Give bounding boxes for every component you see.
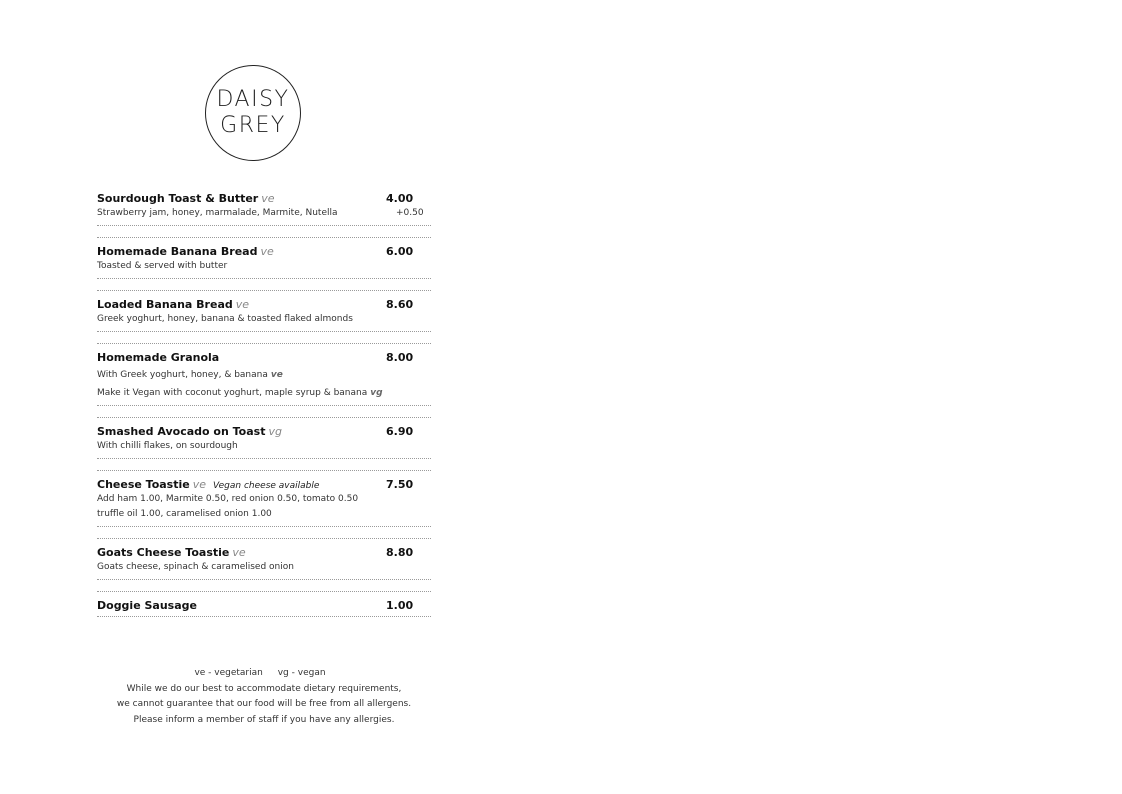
item-price: 7.50 bbox=[386, 478, 414, 491]
menu-item-smashed-avocado bbox=[97, 424, 431, 459]
item-name: Cheese Toastie bbox=[97, 478, 190, 491]
item-description bbox=[97, 368, 431, 383]
item-name: Sourdough Toast & Butter bbox=[97, 192, 259, 205]
item-price: 6.90 bbox=[386, 425, 414, 438]
item-price: 6.00 bbox=[386, 245, 414, 258]
item-description: Add ham 1.00, Marmite 0.50, red onion 0.50, tomato 0.50 bbox=[97, 494, 359, 504]
menu-item-sourdough-toast bbox=[97, 191, 431, 226]
menu-item-cheese-toastie bbox=[97, 477, 431, 527]
menu-item-homemade-banana-bread bbox=[97, 244, 431, 279]
menu-item-goats-cheese-toastie bbox=[97, 545, 431, 580]
allergen-notice-line: Please inform a member of staff if you have any allergies. bbox=[133, 714, 395, 725]
allergen-notice-line: While we do our best to accommodate dietary requirements, bbox=[126, 683, 402, 694]
item-price: 4.00 bbox=[386, 192, 414, 205]
divider bbox=[97, 343, 431, 344]
divider bbox=[97, 470, 431, 471]
dietary-tag: vg bbox=[268, 425, 282, 438]
divider bbox=[97, 290, 431, 291]
menu-item-loaded-banana-bread bbox=[97, 297, 431, 332]
description-text: With Greek yoghurt, honey, & banana bbox=[97, 370, 268, 380]
item-name: Homemade Granola bbox=[97, 351, 220, 364]
item-description: Greek yoghurt, honey, banana & toasted flaked almonds bbox=[97, 314, 353, 324]
allergen-notice-line: we cannot guarantee that our food will be free from all allergens. bbox=[116, 699, 412, 709]
menu-list bbox=[97, 191, 431, 617]
dietary-key bbox=[97, 666, 431, 682]
logo-line-2: GREY bbox=[220, 113, 286, 138]
item-extra-price: +0.50 bbox=[396, 208, 424, 218]
dietary-tag: ve bbox=[192, 478, 207, 491]
dietary-tag: ve bbox=[270, 370, 283, 380]
item-price: 8.80 bbox=[386, 546, 414, 559]
key-vegan: vg - vegan bbox=[277, 668, 326, 678]
dietary-tag: ve bbox=[260, 245, 274, 258]
item-description: Goats cheese, spinach & caramelised onion bbox=[97, 562, 294, 572]
item-price: 8.60 bbox=[386, 298, 414, 311]
description-text: Make it Vegan with coconut yoghurt, maple syrup & banana bbox=[97, 388, 368, 398]
item-description: Toasted & served with butter bbox=[97, 261, 228, 271]
menu-item-doggie-sausage bbox=[97, 598, 431, 617]
key-vegetarian: ve - vegetarian bbox=[194, 668, 263, 678]
item-description: With chilli flakes, on sourdough bbox=[97, 441, 238, 451]
dietary-tag: ve bbox=[232, 546, 246, 559]
divider bbox=[97, 237, 431, 238]
logo-line-1: DAISY bbox=[216, 87, 290, 112]
dietary-tag: ve bbox=[261, 192, 275, 205]
item-name: Smashed Avocado on Toast bbox=[97, 425, 266, 438]
divider bbox=[97, 417, 431, 418]
item-description bbox=[97, 386, 431, 401]
item-name: Goats Cheese Toastie bbox=[97, 546, 230, 559]
item-price: 1.00 bbox=[386, 599, 414, 612]
daisy-grey-logo bbox=[205, 65, 301, 161]
item-note: Vegan cheese available bbox=[213, 481, 320, 491]
item-description: Strawberry jam, honey, marmalade, Marmite, Nutella bbox=[97, 208, 338, 218]
item-name: Homemade Banana Bread bbox=[97, 245, 258, 258]
allergen-footer bbox=[97, 666, 431, 728]
menu-item-homemade-granola bbox=[97, 350, 431, 406]
item-price: 8.00 bbox=[386, 351, 414, 364]
divider bbox=[97, 538, 431, 539]
item-description: truffle oil 1.00, caramelised onion 1.00 bbox=[97, 509, 272, 519]
divider bbox=[97, 591, 431, 592]
dietary-tag: vg bbox=[370, 388, 383, 398]
dietary-tag: ve bbox=[235, 298, 250, 311]
item-name: Loaded Banana Bread bbox=[97, 298, 233, 311]
item-name: Doggie Sausage bbox=[97, 599, 197, 612]
